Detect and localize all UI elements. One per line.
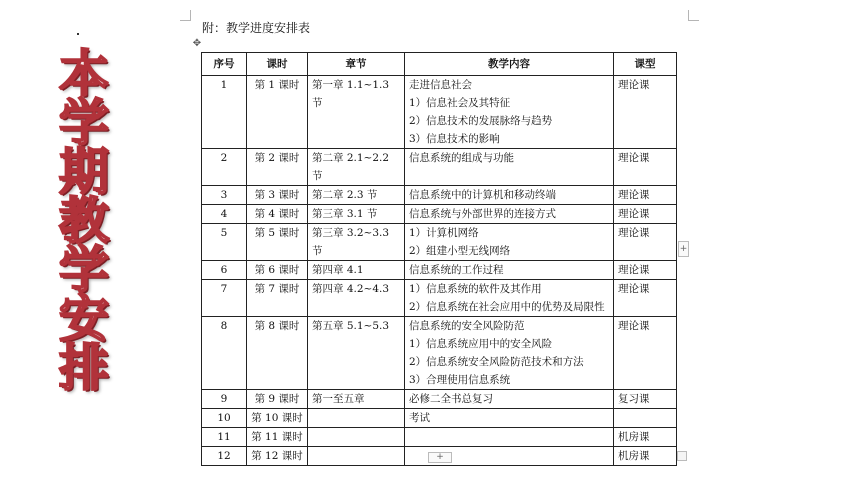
cell-type[interactable]: 理论课	[614, 224, 677, 261]
header-no: 序号	[202, 53, 247, 76]
header-content: 教学内容	[405, 53, 614, 76]
cell-chapter[interactable]: 第二章 2.1~2.2 节	[308, 149, 405, 186]
table-header-row	[202, 53, 677, 76]
table-row	[202, 205, 677, 224]
schedule-table	[201, 52, 677, 466]
cell-chapter[interactable]: 第二章 2.3 节	[308, 186, 405, 205]
table-resize-handle[interactable]	[677, 451, 687, 461]
title-char: 安	[59, 290, 109, 348]
content-line: 2）信息技术的发展脉络与趋势	[409, 115, 553, 127]
cell-no[interactable]: 9	[202, 390, 247, 409]
page-corner-mark-left	[180, 10, 191, 21]
content-line: 信息系统中的计算机和移动终端	[409, 189, 556, 201]
cell-type[interactable]: 机房课	[614, 447, 677, 466]
cell-chapter[interactable]: 第四章 4.1	[308, 261, 405, 280]
cell-content[interactable]	[405, 149, 614, 186]
content-line: 2）信息系统安全风险防范技术和方法	[409, 356, 584, 368]
cell-no[interactable]: 10	[202, 409, 247, 428]
cell-chapter[interactable]: 第一章 1.1~1.3 节	[308, 76, 405, 149]
header-chapter: 章节	[308, 53, 405, 76]
header-lesson: 课时	[247, 53, 308, 76]
table-row	[202, 317, 677, 390]
cell-lesson[interactable]: 第 8 课时	[247, 317, 308, 390]
table-row	[202, 186, 677, 205]
content-line: 1）信息社会及其特征	[409, 97, 511, 109]
content-line: 信息系统与外部世界的连接方式	[409, 208, 556, 220]
cell-no[interactable]: 3	[202, 186, 247, 205]
cell-no[interactable]: 5	[202, 224, 247, 261]
cell-lesson[interactable]: 第 2 课时	[247, 149, 308, 186]
cell-lesson[interactable]: 第 6 课时	[247, 261, 308, 280]
table-move-handle-icon[interactable]: ✥	[192, 38, 202, 49]
table-row	[202, 76, 677, 149]
cell-lesson[interactable]: 第 10 课时	[247, 409, 308, 428]
cell-content[interactable]	[405, 205, 614, 224]
cell-no[interactable]: 2	[202, 149, 247, 186]
cell-lesson[interactable]: 第 12 课时	[247, 447, 308, 466]
cell-no[interactable]: 4	[202, 205, 247, 224]
content-line: 信息系统的组成与功能	[409, 152, 514, 164]
cell-type[interactable]: 理论课	[614, 149, 677, 186]
cell-content[interactable]	[405, 224, 614, 261]
table-row	[202, 149, 677, 186]
page-corner-mark-right	[688, 10, 699, 21]
cell-type[interactable]	[614, 409, 677, 428]
table-caption: 附：教学进度安排表	[202, 21, 311, 35]
table-row	[202, 280, 677, 317]
title-char: 学	[59, 241, 109, 299]
cell-type[interactable]: 理论课	[614, 76, 677, 149]
cell-content[interactable]	[405, 409, 614, 428]
cell-chapter[interactable]: 第三章 3.1 节	[308, 205, 405, 224]
content-line: 1）信息系统的软件及其作用	[409, 283, 542, 295]
cell-no[interactable]: 12	[202, 447, 247, 466]
content-line: 3）信息技术的影响	[409, 133, 500, 145]
cell-chapter[interactable]	[308, 409, 405, 428]
table-row	[202, 261, 677, 280]
title-char: 教	[59, 192, 109, 250]
content-line: 信息系统的工作过程	[409, 264, 504, 276]
title-char: 排	[59, 339, 109, 397]
cell-lesson[interactable]: 第 3 课时	[247, 186, 308, 205]
content-line: 1）计算机网络	[409, 227, 479, 239]
cell-content[interactable]	[405, 186, 614, 205]
cell-lesson[interactable]: 第 7 课时	[247, 280, 308, 317]
cell-no[interactable]: 8	[202, 317, 247, 390]
content-line: 2）信息系统在社会应用中的优势及局限性	[409, 301, 605, 313]
cell-content[interactable]	[405, 317, 614, 390]
cell-no[interactable]: 11	[202, 428, 247, 447]
cell-type[interactable]: 复习课	[614, 390, 677, 409]
content-line: 信息系统的安全风险防范	[409, 320, 525, 332]
content-line: 必修二全书总复习	[409, 393, 493, 405]
cell-no[interactable]: 1	[202, 76, 247, 149]
content-line: 3）合理使用信息系统	[409, 374, 511, 386]
cell-no[interactable]: 7	[202, 280, 247, 317]
content-line: 考试	[409, 412, 430, 424]
cell-type[interactable]: 机房课	[614, 428, 677, 447]
title-char: 本	[59, 45, 109, 103]
cell-chapter[interactable]	[308, 428, 405, 447]
content-line: 2）组建小型无线网络	[409, 245, 511, 257]
cell-content[interactable]	[405, 280, 614, 317]
cell-content[interactable]	[405, 76, 614, 149]
table-row	[202, 224, 677, 261]
cell-lesson[interactable]: 第 5 课时	[247, 224, 308, 261]
cell-lesson[interactable]: 第 1 课时	[247, 76, 308, 149]
cell-type[interactable]: 理论课	[614, 186, 677, 205]
cell-no[interactable]: 6	[202, 261, 247, 280]
vertical-title	[44, 45, 124, 397]
cell-chapter[interactable]: 第三章 3.2~3.3 节	[308, 224, 405, 261]
cell-chapter[interactable]: 第五章 5.1~5.3	[308, 317, 405, 390]
cell-type[interactable]: 理论课	[614, 261, 677, 280]
cell-type[interactable]: 理论课	[614, 317, 677, 390]
table-row	[202, 428, 677, 447]
title-char: 学	[59, 94, 109, 152]
header-type: 课型	[614, 53, 677, 76]
cell-content[interactable]	[405, 261, 614, 280]
title-char: 期	[59, 143, 109, 201]
table-row	[202, 409, 677, 428]
table-row	[202, 390, 677, 409]
cell-chapter[interactable]: 第四章 4.2~4.3	[308, 280, 405, 317]
add-column-button[interactable]: +	[678, 241, 689, 257]
cell-lesson[interactable]: 第 4 课时	[247, 205, 308, 224]
cell-content[interactable]	[405, 428, 614, 447]
cell-chapter[interactable]	[308, 447, 405, 466]
cell-type[interactable]: 理论课	[614, 280, 677, 317]
cell-content[interactable]	[405, 390, 614, 409]
content-line: 走进信息社会	[409, 79, 472, 91]
cell-type[interactable]: 理论课	[614, 205, 677, 224]
content-line: 1）信息系统应用中的安全风险	[409, 338, 553, 350]
cell-lesson[interactable]: 第 9 课时	[247, 390, 308, 409]
add-row-button[interactable]: +	[428, 452, 452, 463]
cell-chapter[interactable]: 第一至五章	[308, 390, 405, 409]
decorative-dot	[77, 33, 79, 35]
cell-lesson[interactable]: 第 11 课时	[247, 428, 308, 447]
